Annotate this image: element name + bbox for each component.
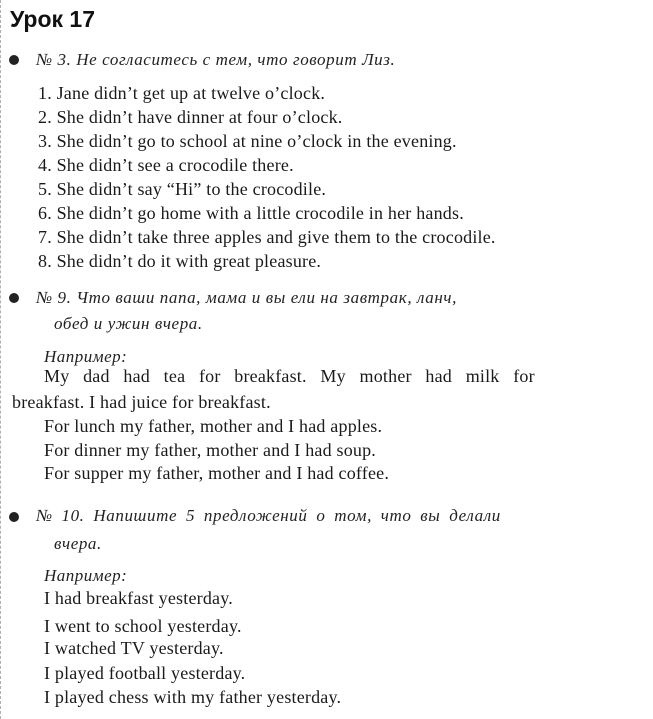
- list-item: 3. She didn’t go to school at nine o’clock in the evening.: [38, 131, 457, 151]
- list-item: 6. She didn’t go home with a little crocodile in her hands.: [38, 203, 464, 223]
- list-item: 1. Jane didn’t get up at twelve o’clock.: [38, 83, 326, 103]
- exercise-10-task-line1: № 10. Напишите 5 предложений о том, что вы делали: [36, 506, 501, 525]
- example-line: I watched TV yesterday.: [44, 638, 224, 658]
- example-line: I went to school yesterday.: [44, 616, 242, 636]
- example-line: For supper my father, mother and I had coffee.: [44, 463, 390, 483]
- example-line: My dad had tea for breakfast. My mother had milk for: [44, 366, 535, 386]
- exercise-9-task-line2: обед и ужин вчера.: [54, 314, 203, 333]
- list-item: 5. She didn’t say “Hi” to the crocodile.: [38, 179, 327, 199]
- example-line: I played chess with my father yesterday.: [44, 687, 342, 707]
- example-line: For lunch my father, mother and I had apples.: [44, 416, 383, 436]
- list-item: 7. She didn’t take three apples and give them to the crocodile.: [38, 227, 496, 247]
- list-item: 2. She didn’t have dinner at four o’clock.: [38, 107, 343, 127]
- lesson-title: Урок 17: [10, 6, 96, 32]
- example-line: For dinner my father, mother and I had soup.: [44, 440, 377, 460]
- bullet-icon: [9, 55, 19, 65]
- example-line: I had breakfast yesterday.: [44, 588, 233, 608]
- list-item: 8. She didn’t do it with great pleasure.: [38, 251, 322, 271]
- exercise-10-task-line2: вчера.: [54, 534, 102, 553]
- list-item: 4. She didn’t see a crocodile there.: [38, 155, 294, 175]
- example-line: breakfast. I had juice for breakfast.: [12, 392, 271, 412]
- example-label: Например:: [44, 566, 128, 585]
- exercise-9-task-line1: № 9. Что ваши папа, мама и вы ели на завтрак, ланч,: [36, 288, 457, 307]
- exercise-3-task: № 3. Не согласитесь с тем, что говорит Лиз.: [36, 50, 396, 69]
- bullet-icon: [9, 512, 19, 522]
- bullet-icon: [9, 293, 19, 303]
- example-label: Например:: [44, 347, 128, 366]
- example-line: I played football yesterday.: [44, 663, 246, 683]
- page-edge: [0, 0, 4, 719]
